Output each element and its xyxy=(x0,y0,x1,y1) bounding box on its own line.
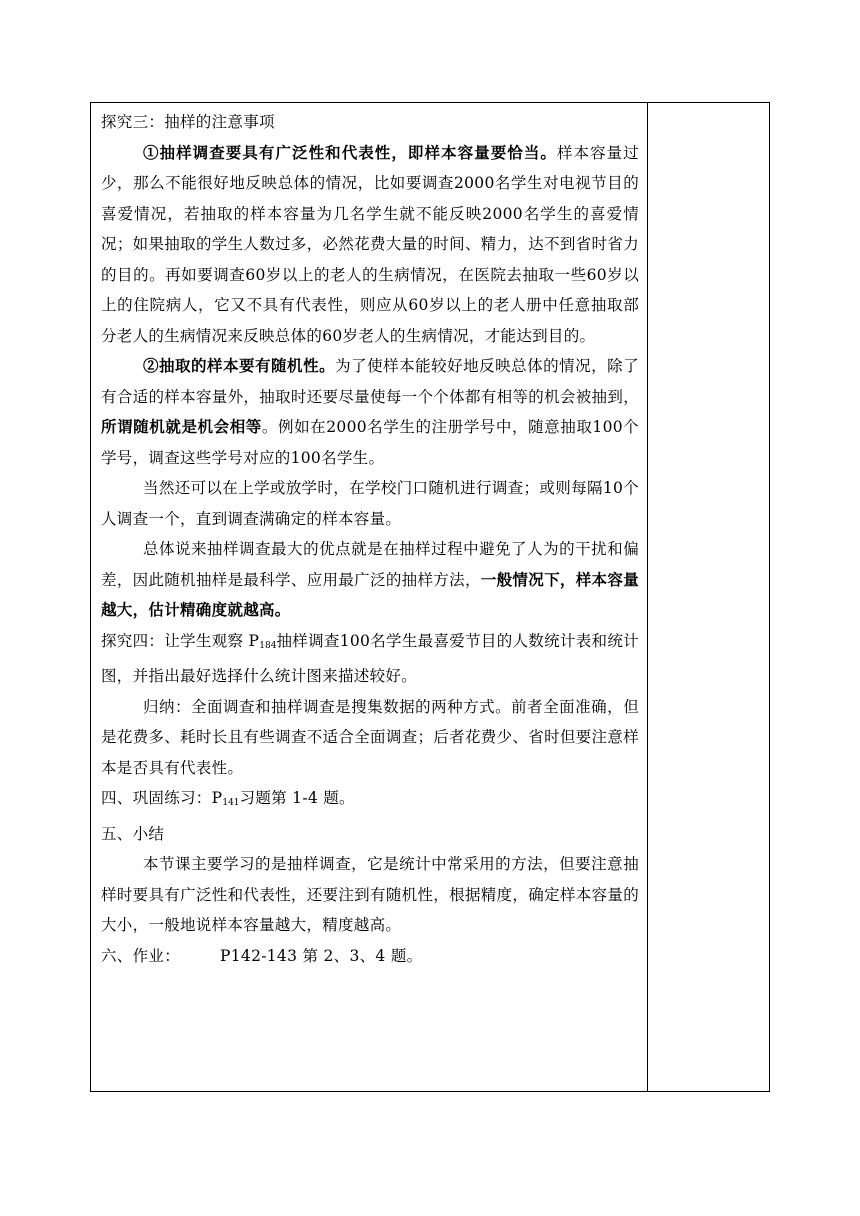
inquiry4-prefix: 探究四：让学生观察 P xyxy=(101,631,260,650)
point2-emphasis-b: 所谓随机就是机会相等 xyxy=(101,417,262,436)
overall-text: 总体说来抽样调查最大的优点就是在抽样过程中避免了人为的干扰和偏差，因此随机抽样是最科学、应用最广泛的抽样方法， xyxy=(101,540,639,589)
also-paragraph: 当然还可以在上学或放学时，在学校门口随机进行调查；或则每隔10个人调查一个，直到调查满确定的样本容量。 xyxy=(101,479,639,528)
overall-emphasis: 一般情况下，样本容量越大，估计精确度就越高。 xyxy=(101,569,639,619)
point2-emphasis: ②抽取的样本要有随机性。 xyxy=(143,356,336,375)
point1-paragraph xyxy=(101,138,639,352)
section5-paragraph: 本节课主要学习的是抽样调查，它是统计中常采用的方法，但要注意抽样时要具有广泛性和代表性，还要注到有随机性，根据精度，确定样本容量的大小，一般地说样本容量越大，精度越高。 xyxy=(101,855,639,934)
homework-text: P142-143 第 2、3、4 题。 xyxy=(220,946,423,965)
point1-text: 样本容量过少，那么不能很好地反映总体的情况，比如要调查2000名学生对电视节目的喜爱情况，若抽取的样本容量为几名学生就不能反映2000名学生的喜爱情况；如果抽取的学生人数过多，必然花费大量的时间、精力，达不到省时省力的目的。再如要调查60岁以上的老人的生病情况，在医院去抽取一些60岁以上的住院病人，它又不具有代表性，则应从60岁以上的老人册中任意抽取部分老人的生病情况来反映总体的60岁老人的生病情况，才能达到目的。 xyxy=(101,143,639,345)
lesson-content-cell xyxy=(101,107,639,971)
practice-rest: 习题第 1-4 题。 xyxy=(239,789,355,807)
practice-page-sub: 141 xyxy=(222,798,240,808)
practice-line xyxy=(101,783,639,819)
inquiry3-title: 探究三：抽样的注意事项 xyxy=(101,113,275,131)
point2-paragraph xyxy=(101,351,639,473)
point2-text-a: 为了使样本能较好地反映总体的情况，除了有合适的样本容量外，抽取时还要尽量使每一个个体都有相等的机会被抽到， xyxy=(101,357,639,406)
column-divider xyxy=(647,103,648,1091)
homework-label: 六、作业： xyxy=(101,946,181,965)
practice-prefix: 四、巩固练习：P xyxy=(101,789,223,807)
lesson-table xyxy=(90,102,770,1092)
inquiry4-rest: 抽样调查100名学生最喜爱节目的人数统计表和统计图，并指出最好选择什么统计图来描述较好。 xyxy=(101,631,639,685)
section5-title: 五、小结 xyxy=(101,824,165,843)
conclusion-paragraph: 归纳：全面调查和抽样调查是搜集数据的两种方式。前者全面准确，但是花费多、耗时长且有些调查不适合全面调查；后者花费少、省时但要注意样本是否具有代表性。 xyxy=(101,697,639,777)
inquiry4-paragraph xyxy=(101,626,639,692)
point1-emphasis: ①抽样调查要具有广泛性和代表性，即样本容量要恰当。 xyxy=(143,142,557,162)
notes-column-cell xyxy=(649,103,769,1091)
point2-text-c: 。例如在2000名学生的注册学号中，随意抽取100个学号，调查这些学号对应的100名学生。 xyxy=(101,418,639,467)
overall-paragraph xyxy=(101,534,639,626)
homework-line xyxy=(101,941,639,972)
inquiry4-page-sub: 184 xyxy=(259,640,277,651)
